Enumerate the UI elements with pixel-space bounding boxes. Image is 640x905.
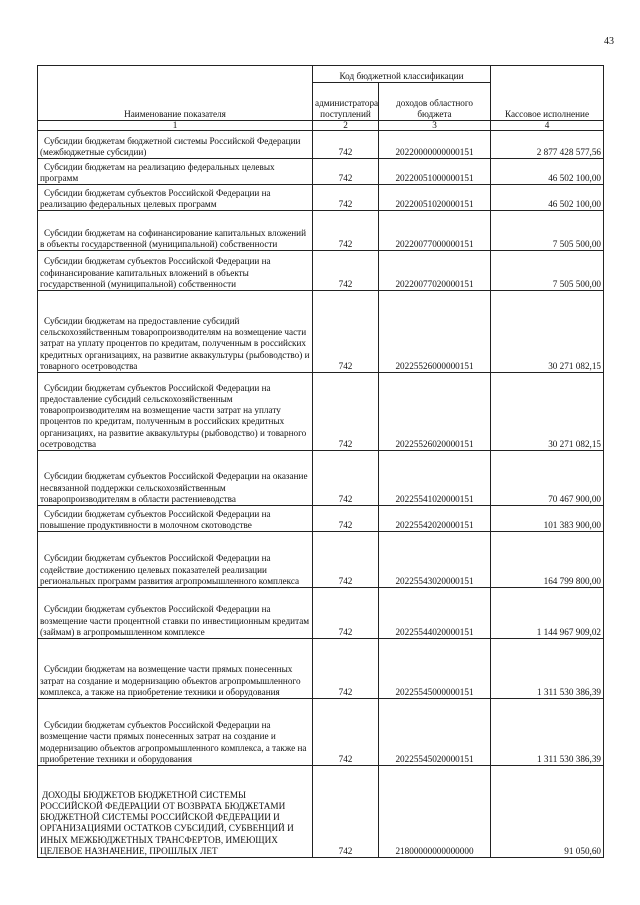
row-admin: 742 [313, 211, 379, 251]
header-execution: Кассовое исполнение [491, 66, 604, 121]
row-amount: 7 505 500,00 [491, 251, 604, 291]
row-admin: 742 [313, 251, 379, 291]
row-code: 20225544020000151 [379, 588, 491, 639]
row-code: 20220077000000151 [379, 211, 491, 251]
row-admin: 742 [313, 291, 379, 373]
row-code: 20220051000000151 [379, 159, 491, 185]
row-admin: 742 [313, 373, 379, 451]
row-admin: 742 [313, 506, 379, 532]
row-name: Субсидии бюджетам субъектов Российской Федерации на возмещение части процентной ставки по инвестиционным кредитам (займам) в агропромышленном комплексе [38, 588, 313, 639]
row-code: 20220000000000151 [379, 131, 491, 159]
row-admin: 742 [313, 699, 379, 766]
column-number-1: 1 [38, 121, 313, 131]
row-name: Субсидии бюджетам субъектов Российской Федерации на возмещение части прямых понесенных затрат на создание и модернизацию объектов агропромышленного комплекса, а также на приобретение техники и оборудования [38, 699, 313, 766]
table-row [38, 159, 604, 185]
budget-table [37, 65, 604, 858]
table-row [38, 639, 604, 699]
table-row [38, 251, 604, 291]
row-amount: 164 799 800,00 [491, 532, 604, 588]
row-code: 20225526020000151 [379, 373, 491, 451]
row-name: Субсидии бюджетам на возмещение части прямых понесенных затрат на создание и модернизацию объектов агропромышленного комплекса, а также на приобретение техники и оборудования [38, 639, 313, 699]
row-name: ДОХОДЫ БЮДЖЕТОВ БЮДЖЕТНОЙ СИСТЕМЫ РОССИЙСКОЙ ФЕДЕРАЦИИ ОТ ВОЗВРАТА БЮДЖЕТАМИ БЮДЖЕТНОЙ СИСТЕМЫ РОССИЙСКОЙ ФЕДЕРАЦИИ И ОРГАНИЗАЦИЯМИ ОСТАТКОВ СУБСИДИЙ, СУБВЕНЦИЙ И ИНЫХ МЕЖБЮДЖЕТНЫХ ТРАНСФЕРТОВ, ИМЕЮЩИХ ЦЕЛЕВОЕ НАЗНАЧЕНИЕ, ПРОШЛЫХ ЛЕТ [38, 766, 313, 858]
header-income: доходов областного бюджета [379, 83, 491, 121]
row-amount: 70 467 900,00 [491, 451, 604, 506]
row-admin: 742 [313, 532, 379, 588]
row-name: Субсидии бюджетам субъектов Российской Федерации на предоставление субсидий сельскохозяйственным товаропроизводителям на возмещение части затрат на уплату процентов по кредитам, полученным в российских кредитных организациях, на развитие аквакультуры (рыбоводство) и товарного осетроводства [38, 373, 313, 451]
table-row [38, 211, 604, 251]
row-amount: 46 502 100,00 [491, 185, 604, 211]
column-number-4: 4 [491, 121, 604, 131]
row-name: Субсидии бюджетам на софинансирование капитальных вложений в объекты государственной (муниципальной) собственности [38, 211, 313, 251]
header-admin: администратора поступлений [313, 83, 379, 121]
row-admin: 742 [313, 159, 379, 185]
table-row [38, 451, 604, 506]
row-code: 20225545000000151 [379, 639, 491, 699]
row-code: 20225526000000151 [379, 291, 491, 373]
row-name: Субсидии бюджетам субъектов Российской Федерации на оказание несвязанной поддержки сельскохозяйственным товаропроизводителям в области растениеводства [38, 451, 313, 506]
row-name: Субсидии бюджетам на реализацию федеральных целевых программ [38, 159, 313, 185]
column-number-3: 3 [379, 121, 491, 131]
row-amount: 101 383 900,00 [491, 506, 604, 532]
row-amount: 1 311 530 386,39 [491, 639, 604, 699]
row-amount: 91 050,60 [491, 766, 604, 858]
row-amount: 7 505 500,00 [491, 211, 604, 251]
row-admin: 742 [313, 766, 379, 858]
row-code: 20225542020000151 [379, 506, 491, 532]
row-amount: 1 311 530 386,39 [491, 699, 604, 766]
row-admin: 742 [313, 131, 379, 159]
row-admin: 742 [313, 588, 379, 639]
row-name: Субсидии бюджетам субъектов Российской Федерации на реализацию федеральных целевых программ [38, 185, 313, 211]
row-code: 20225545020000151 [379, 699, 491, 766]
row-code: 21800000000000000 [379, 766, 491, 858]
row-admin: 742 [313, 451, 379, 506]
row-name: Субсидии бюджетам на предоставление субсидий сельскохозяйственным товаропроизводителям на возмещение части затрат на уплату процентов по кредитам, полученным в российских кредитных организациях, на развитие аквакультуры (рыбоводство) и товарного осетроводства [38, 291, 313, 373]
row-code: 20225543020000151 [379, 532, 491, 588]
row-name: Субсидии бюджетам субъектов Российской Федерации на повышение продуктивности в молочном скотоводстве [38, 506, 313, 532]
row-amount: 30 271 082,15 [491, 373, 604, 451]
row-name: Субсидии бюджетам бюджетной системы Российской Федерации (межбюджетные субсидии) [38, 131, 313, 159]
row-amount: 1 144 967 909,02 [491, 588, 604, 639]
table-row [38, 588, 604, 639]
row-amount: 46 502 100,00 [491, 159, 604, 185]
header-code-group: Код бюджетной классификации [313, 66, 491, 83]
row-code: 20220077020000151 [379, 251, 491, 291]
row-code: 20220051020000151 [379, 185, 491, 211]
table-row [38, 185, 604, 211]
row-name: Субсидии бюджетам субъектов Российской Федерации на софинансирование капитальных вложений в объекты государственной (муниципальной) собственности [38, 251, 313, 291]
table-row [38, 699, 604, 766]
column-number-2: 2 [313, 121, 379, 131]
row-admin: 742 [313, 185, 379, 211]
table-row [38, 131, 604, 159]
row-admin: 742 [313, 639, 379, 699]
row-amount: 2 877 428 577,56 [491, 131, 604, 159]
table-row [38, 373, 604, 451]
table-row [38, 291, 604, 373]
header-name: Наименование показателя [38, 66, 313, 121]
table-row [38, 532, 604, 588]
table-row [38, 766, 604, 858]
table-row [38, 506, 604, 532]
page-number: 43 [604, 36, 614, 47]
row-code: 20225541020000151 [379, 451, 491, 506]
row-name: Субсидии бюджетам субъектов Российской Федерации на содействие достижению целевых показателей реализации региональных программ развития агропромышленного комплекса [38, 532, 313, 588]
row-amount: 30 271 082,15 [491, 291, 604, 373]
